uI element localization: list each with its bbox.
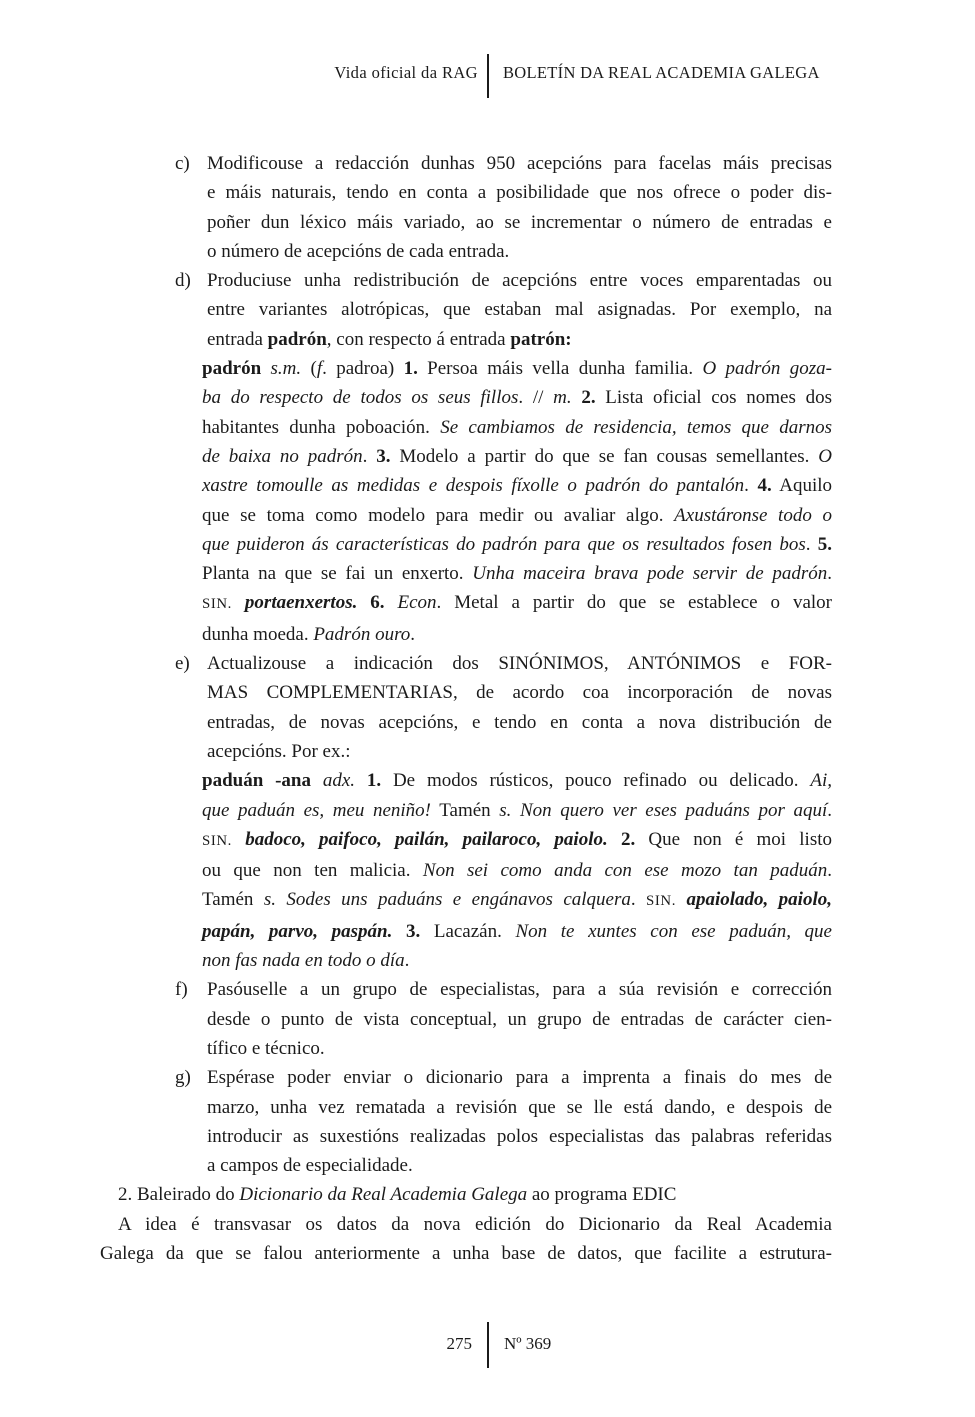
footer-issue-number: Nº 369 bbox=[504, 1334, 552, 1353]
header-journal-title: BOLETÍN DA REAL ACADEMIA GALEGA bbox=[503, 63, 820, 82]
text-line: entre variantes alotrópicas, que estaban mal asignadas. Por exemplo, na bbox=[207, 299, 832, 321]
text-line: paduán -ana adx. 1. De modos rústicos, pouco refinado ou delicado. Ai, bbox=[202, 770, 832, 792]
text-line: entradas, de novas acepcións, e tendo en conta a nova distribución de bbox=[207, 711, 832, 733]
text-line: Pasóuselle a un grupo de especialistas, para a súa revisión e corrección bbox=[207, 979, 832, 1001]
text-line: que se toma como modelo para medir ou avaliar algo. Axustáronse todo o bbox=[202, 504, 832, 526]
text-line: desde o punto de vista conceptual, un grupo de entradas de carácter cien- bbox=[207, 1008, 832, 1030]
text-line: xastre tomoulle as medidas e despois fíxolle o padrón do pantalón. 4. Aquilo bbox=[202, 475, 833, 497]
list-item-d bbox=[100, 266, 832, 354]
text-line: ba do respecto de todos os seus fillos. // m. 2. Lista oficial cos nomes dos bbox=[202, 387, 832, 409]
text-line: papán, parvo, paspán. 3. Lacazán. Non te xuntes con ese paduán, que bbox=[202, 920, 832, 942]
paragraph-transvasar bbox=[100, 1210, 832, 1269]
text-line: entrada padrón, con respecto á entrada patrón: bbox=[207, 328, 572, 350]
list-item-f bbox=[100, 975, 832, 1063]
header-section-title: Vida oficial da RAG bbox=[334, 63, 478, 82]
text-line: a campos de especialidade. bbox=[207, 1155, 413, 1177]
list-marker: g) bbox=[175, 1067, 191, 1089]
dictionary-entry-paduan bbox=[100, 766, 832, 975]
dictionary-entry-padron bbox=[100, 354, 832, 649]
text-line: 2. Baleirado do Dicionario da Real Academia Galega ao programa EDIC bbox=[118, 1184, 677, 1206]
header-divider bbox=[487, 54, 489, 98]
text-line: e máis naturais, tendo en conta a posibilidade que nos ofrece o poder dis- bbox=[207, 182, 832, 204]
text-line: ou que non ten malicia. Non sei como anda con ese mozo tan paduán. bbox=[202, 860, 832, 882]
text-line: Tamén s. Sodes uns paduáns e engánavos calquera. SIN. apaiolado, paiolo, bbox=[202, 889, 832, 911]
text-line: poñer dun léxico máis variado, ao se incrementar o número de entradas e bbox=[207, 211, 832, 233]
text-line: marzo, unha vez rematada a revisión que se lle está dando, e despois de bbox=[207, 1096, 832, 1118]
list-marker: e) bbox=[175, 653, 190, 675]
text-line: habitantes dunha poboación. Se cambiamos de residencia, temos que darnos bbox=[202, 416, 832, 438]
list-item-c bbox=[100, 149, 832, 266]
text-line: Actualizouse a indicación dos SINÓNIMOS, ANTÓNIMOS e FOR- bbox=[207, 653, 832, 675]
list-marker: f) bbox=[175, 979, 188, 1001]
text-line: Modificouse a redacción dunhas 950 acepcións para facelas máis precisas bbox=[207, 153, 832, 174]
text-line: SIN. portaenxertos. 6. Econ. Metal a partir do que se establece o valor bbox=[202, 592, 833, 614]
text-line: Produciuse unha redistribución de acepcións entre voces emparentadas ou bbox=[207, 270, 832, 292]
text-line: Espérase poder enviar o dicionario para a imprenta a finais do mes de bbox=[207, 1067, 832, 1089]
text-line: introducir as suxestións realizadas polos especialistas das palabras referidas bbox=[207, 1125, 832, 1147]
section-heading-2 bbox=[100, 1180, 832, 1209]
text-line: que paduán es, meu neniño! Tamén s. Non quero ver eses paduáns por aquí. bbox=[202, 799, 832, 821]
text-line: dunha moeda. Padrón ouro. bbox=[202, 623, 416, 645]
footer-divider bbox=[487, 1322, 489, 1368]
list-marker: d) bbox=[175, 270, 191, 292]
text-line: Planta na que se fai un enxerto. Unha maceira brava pode servir de padrón. bbox=[202, 563, 832, 585]
text-line: non fas nada en todo o día. bbox=[202, 950, 410, 972]
text-line: padrón s.m. (f. padroa) 1. Persoa máis vella dunha familia. O padrón goza- bbox=[202, 358, 832, 380]
text-line: Galega da que se falou anteriormente a unha base de datos, que facilite a estrutura- bbox=[100, 1242, 832, 1264]
body-text bbox=[100, 149, 832, 1268]
text-line: acepcións. Por ex.: bbox=[207, 740, 351, 762]
text-line: de baixa no padrón. 3. Modelo a partir do que se fan cousas semellantes. O bbox=[202, 445, 832, 467]
list-marker: c) bbox=[175, 153, 190, 174]
text-line: tífico e técnico. bbox=[207, 1037, 325, 1059]
text-line: A idea é transvasar os datos da nova edición do Dicionario da Real Academia bbox=[118, 1213, 832, 1235]
text-line: SIN. badoco, paifoco, pailán, pailaroco, paiolo. 2. Que non é moi listo bbox=[202, 828, 833, 850]
list-item-g bbox=[100, 1063, 832, 1180]
list-item-e bbox=[100, 649, 832, 766]
text-line: o número de acepcións de cada entrada. bbox=[207, 240, 510, 262]
text-line: que puideron ás características do padrón para que os resultados fosen bos. 5. bbox=[202, 533, 832, 555]
text-line: MAS COMPLEMENTARIAS, de acordo coa incorporación de novas bbox=[207, 682, 832, 704]
footer-page-number: 275 bbox=[446, 1334, 472, 1353]
